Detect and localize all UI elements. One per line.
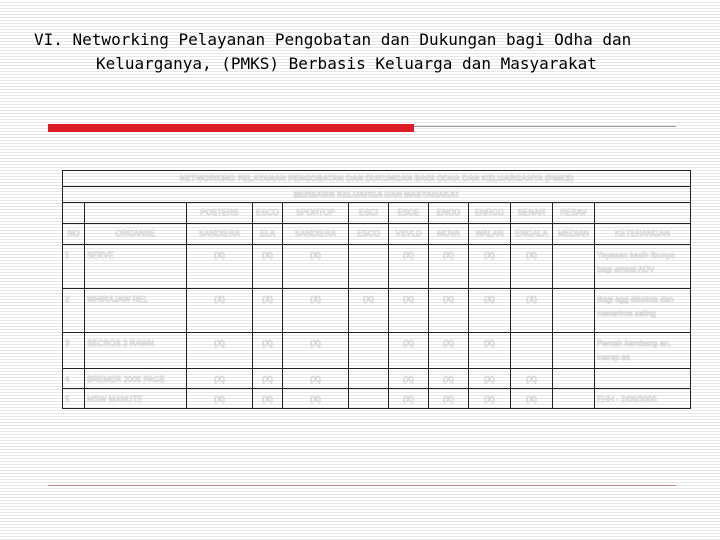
service-mark: (X) (511, 289, 553, 333)
row-note: Yayasan kasih Ibunya bagi ambal ADV (595, 245, 691, 289)
empty-cell (553, 245, 595, 289)
header-divider (414, 126, 676, 127)
networking-table-grid (62, 170, 691, 409)
row-number: 1 (63, 245, 85, 289)
service-mark (511, 333, 553, 369)
organization-name: SERVE (85, 245, 187, 289)
column-header: MEDIAN (553, 224, 595, 245)
service-mark (349, 333, 389, 369)
row-number: 4 (63, 369, 85, 389)
service-mark: (X) (429, 389, 469, 409)
organization-name: MSW MANUTE (85, 389, 187, 409)
service-mark: (X) (187, 369, 253, 389)
column-header: POSTERS (187, 203, 253, 224)
slide-title-line-1: VI. Networking Pelayanan Pengobatan dan Dukungan bagi Odha dan (34, 30, 632, 49)
column-header: KETERANGAN (595, 224, 691, 245)
row-number: 3 (63, 333, 85, 369)
service-mark: (X) (253, 245, 283, 289)
service-mark: (X) (283, 333, 349, 369)
empty-cell (553, 289, 595, 333)
column-header: MOVA (429, 224, 469, 245)
column-header: ELA (253, 224, 283, 245)
service-mark: (X) (429, 333, 469, 369)
column-header: ENOO (429, 203, 469, 224)
accent-bar (48, 124, 414, 132)
column-header: ESCE (389, 203, 429, 224)
column-header: ESCO (349, 224, 389, 245)
service-mark: (X) (469, 333, 511, 369)
service-mark: (X) (429, 369, 469, 389)
column-header (595, 203, 691, 224)
row-note: Bagi agg dikelola dan menerima saling (595, 289, 691, 333)
empty-cell (553, 333, 595, 369)
row-number: 5 (63, 389, 85, 409)
row-number: 2 (63, 289, 85, 333)
service-mark: (X) (349, 289, 389, 333)
organization-name: BREMER 2005 PAGE (85, 369, 187, 389)
column-header: ESCI (349, 203, 389, 224)
service-mark: (X) (389, 369, 429, 389)
organization-name: WHIRAJAW REL (85, 289, 187, 333)
column-header (85, 203, 187, 224)
service-mark: (X) (429, 245, 469, 289)
column-header: SANDIERA (283, 224, 349, 245)
table-title-row (63, 187, 691, 203)
service-mark: (X) (253, 389, 283, 409)
table-title-line-1: NETWORKING PELAYANAN PENGOBATAN DAN DUKUNGAN BAGI ODHA DAN KELUARGANYA (PMKS) (63, 171, 691, 187)
row-note: EHH - 2/06/2006 (595, 389, 691, 409)
service-mark: (X) (283, 245, 349, 289)
service-mark: (X) (253, 369, 283, 389)
service-mark: (X) (187, 389, 253, 409)
service-mark: (X) (389, 333, 429, 369)
slide-title-line-2: Keluarganya, (PMKS) Berbasis Keluarga dan Masyarakat (96, 54, 597, 73)
service-mark: (X) (429, 289, 469, 333)
table-title-row (63, 171, 691, 187)
empty-cell (553, 369, 595, 389)
service-mark: (X) (187, 333, 253, 369)
service-mark: (X) (187, 289, 253, 333)
row-note: Pemah kembang an, mersp as (595, 333, 691, 369)
service-mark: (X) (283, 389, 349, 409)
table-row (63, 333, 691, 369)
footer-divider (48, 485, 676, 486)
table-row (63, 289, 691, 333)
column-header: ORGANSE (85, 224, 187, 245)
table-row (63, 369, 691, 389)
service-mark (349, 245, 389, 289)
service-mark: (X) (283, 289, 349, 333)
column-header: ENGALA (511, 224, 553, 245)
slide-title (34, 28, 704, 76)
service-mark: (X) (469, 369, 511, 389)
service-mark: (X) (469, 245, 511, 289)
column-header: SPORTOP (283, 203, 349, 224)
table-header-row (63, 224, 691, 245)
service-mark: (X) (253, 289, 283, 333)
service-mark: (X) (283, 369, 349, 389)
service-mark: (X) (469, 289, 511, 333)
service-mark: (X) (511, 389, 553, 409)
service-mark (349, 389, 389, 409)
column-header: RESAV (553, 203, 595, 224)
service-mark: (X) (511, 245, 553, 289)
service-mark: (X) (187, 245, 253, 289)
column-header: VSVLD (389, 224, 429, 245)
service-mark: (X) (389, 289, 429, 333)
table-row (63, 245, 691, 289)
row-note (595, 369, 691, 389)
service-mark: (X) (511, 369, 553, 389)
table-header-row (63, 203, 691, 224)
column-header: SENAR (511, 203, 553, 224)
organization-name: SECROS 3 RAWN (85, 333, 187, 369)
column-header: ENRGO (469, 203, 511, 224)
table-title-line-2: BERBASIS KELUARGA DAN MASYARAKAT (63, 187, 691, 203)
service-mark: (X) (389, 245, 429, 289)
service-mark: (X) (389, 389, 429, 409)
column-header: NO (63, 224, 85, 245)
column-header: WALAN (469, 224, 511, 245)
column-header: SANDIERA (187, 224, 253, 245)
column-header: ESCO (253, 203, 283, 224)
empty-cell (553, 389, 595, 409)
networking-table (62, 170, 690, 409)
service-mark: (X) (253, 333, 283, 369)
column-header (63, 203, 85, 224)
table-row (63, 389, 691, 409)
service-mark: (X) (469, 389, 511, 409)
service-mark (349, 369, 389, 389)
